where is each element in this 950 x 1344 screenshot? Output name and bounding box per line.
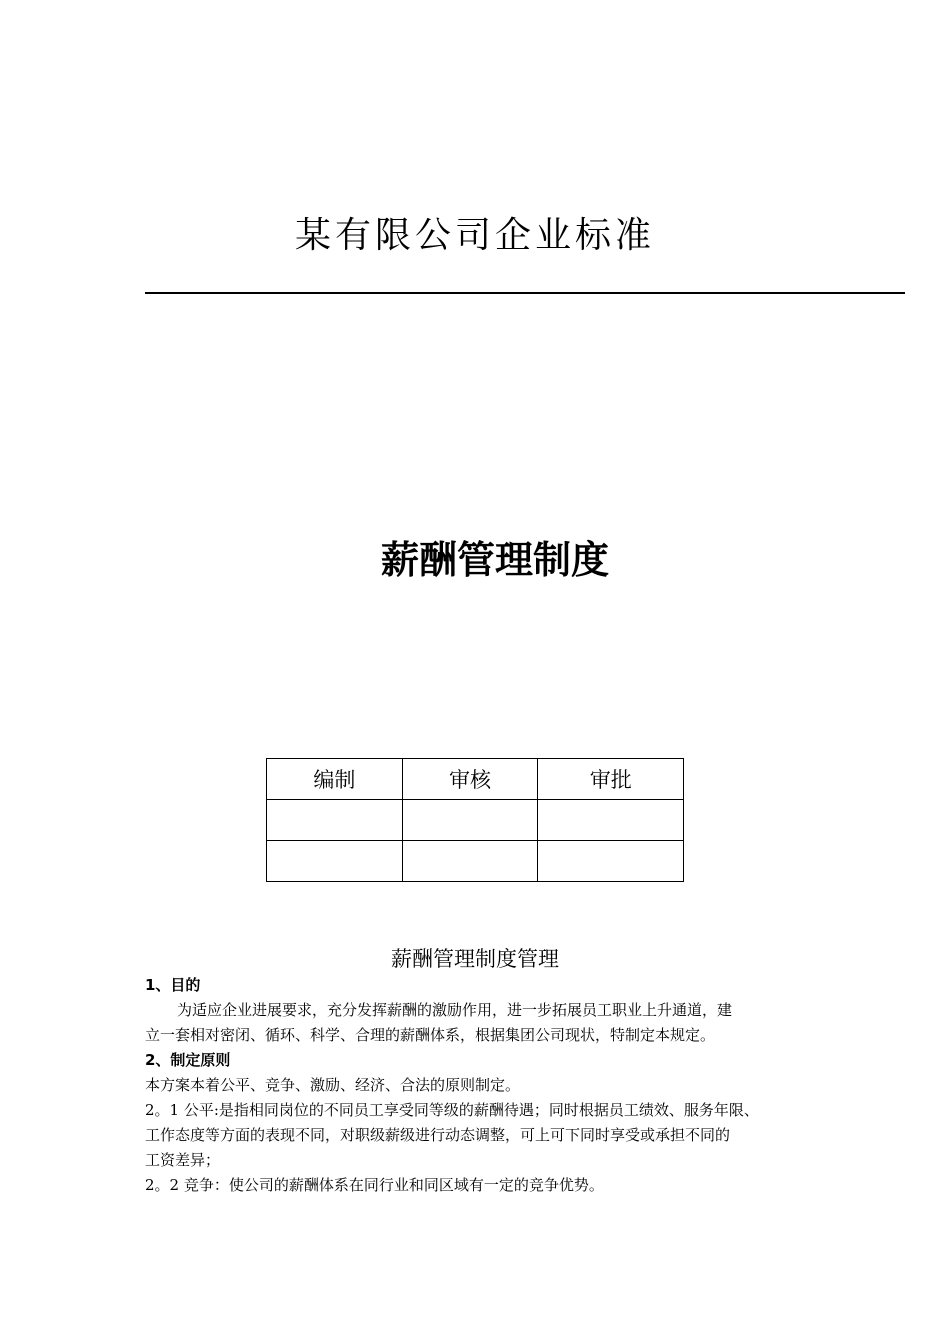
approval-cell [538,841,684,882]
approval-header-review: 审核 [402,759,538,800]
approval-cell [538,800,684,841]
paragraph-fairness-line: 工资差异； [145,1151,221,1169]
approval-header-approve: 审批 [538,759,684,800]
document-title: 薪酬管理制度 [380,538,609,582]
paragraph-fairness-line: 工作态度等方面的表现不同，对职级薪级进行动态调整，可上可下同时享受或承担不同的 [145,1126,731,1144]
approval-table-row [267,841,684,882]
approval-table [266,758,684,882]
body-content [145,973,825,1198]
approval-cell [402,800,538,841]
paragraph-principles: 本方案本着公平、竞争、激励、经济、合法的原则制定。 [145,1076,521,1094]
title-divider [145,292,905,294]
approval-cell [402,841,538,882]
company-standard-title: 某有限公司企业标准 [294,215,655,256]
paragraph-fairness-line: 2。1 公平:是指相同岗位的不同员工享受同等级的薪酬待遇；同时根据员工绩效、服务年限、 [145,1101,759,1119]
approval-table-header-row [267,759,684,800]
heading-principles: 2、制定原则 [145,1051,231,1069]
approval-cell [267,841,403,882]
section-title: 薪酬管理制度管理 [391,947,559,971]
approval-header-compile: 编制 [267,759,403,800]
approval-cell [267,800,403,841]
paragraph-purpose-line: 立一套相对密闭、循环、科学、合理的薪酬体系，根据集团公司现状，特制定本规定。 [145,1026,716,1044]
paragraph-purpose-line: 为适应企业进展要求，充分发挥薪酬的激励作用，进一步拓展员工职业上升通道，建 [177,1001,733,1019]
paragraph-competition: 2。2 竞争：使公司的薪酬体系在同行业和同区域有一定的竞争优势。 [145,1176,604,1194]
heading-purpose: 1、目的 [145,976,201,994]
approval-table-row [267,800,684,841]
